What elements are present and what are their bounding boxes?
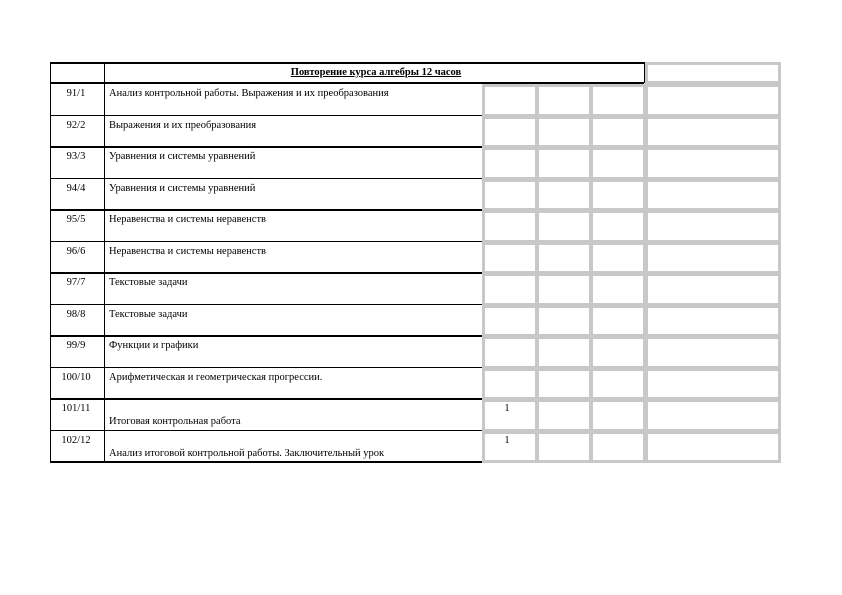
header-extra-cell <box>645 62 781 84</box>
row-border <box>50 115 482 117</box>
row-topic: Неравенства и системы неравенств <box>109 245 267 257</box>
cell-date-fact <box>590 431 646 464</box>
cell-notes <box>645 305 781 338</box>
row-number: 92/2 <box>66 119 86 131</box>
cell-hours <box>482 305 538 338</box>
row-number: 96/6 <box>66 245 86 257</box>
cell-date-plan <box>536 336 592 369</box>
cell-hours <box>482 210 538 243</box>
cell-hours <box>482 147 538 180</box>
cell-date-fact <box>590 273 646 306</box>
cell-hours <box>482 242 538 275</box>
cell-date-fact <box>590 336 646 369</box>
row-number: 98/8 <box>66 308 86 320</box>
cell-notes <box>645 399 781 432</box>
row-border <box>50 209 482 211</box>
row-border <box>50 272 482 274</box>
row-border <box>50 146 482 148</box>
row-number: 100/10 <box>61 371 91 383</box>
lesson-plan-table <box>50 62 782 462</box>
cell-date-plan <box>536 84 592 117</box>
cell-date-plan <box>536 399 592 432</box>
cell-date-fact <box>590 210 646 243</box>
cell-date-plan <box>536 179 592 212</box>
cell-hours <box>482 273 538 306</box>
row-topic: Функции и графики <box>109 340 199 351</box>
row-topic: Уравнения и системы уравнений <box>109 182 256 194</box>
cell-notes <box>645 336 781 369</box>
cell-notes <box>645 116 781 149</box>
row-topic: Анализ итоговой контрольной работы. Заключительный урок <box>109 447 385 459</box>
row-number: 91/1 <box>66 88 86 99</box>
cell-date-fact <box>590 116 646 149</box>
cell-notes <box>645 147 781 180</box>
row-border <box>50 367 482 369</box>
row-number: 101/11 <box>61 403 91 414</box>
cell-notes <box>645 273 781 306</box>
row-border <box>50 335 482 337</box>
cell-date-plan <box>536 368 592 401</box>
cell-date-fact <box>590 399 646 432</box>
cell-hours <box>482 368 538 401</box>
row-number: 94/4 <box>66 182 86 194</box>
row-border <box>50 241 482 243</box>
cell-date-fact <box>590 305 646 338</box>
table-top-border <box>50 62 644 64</box>
cell-date-plan <box>536 147 592 180</box>
cell-hours <box>482 116 538 149</box>
cell-hours <box>482 336 538 369</box>
cell-notes <box>645 210 781 243</box>
row-topic: Выражения и их преобразования <box>109 119 257 131</box>
row-number: 97/7 <box>66 277 86 288</box>
cell-date-plan <box>536 210 592 243</box>
row-border <box>50 398 482 400</box>
cell-hours <box>482 84 538 117</box>
row-number: 93/3 <box>66 151 86 162</box>
row-number: 95/5 <box>66 214 86 225</box>
row-border <box>50 430 482 432</box>
section-title: Повторение курса алгебры 12 часов <box>290 67 462 78</box>
header-bottom-border <box>50 82 644 84</box>
num-column-divider <box>104 62 105 462</box>
row-hours: 1 <box>504 434 510 446</box>
cell-notes <box>645 431 781 464</box>
row-topic: Текстовые задачи <box>109 308 188 320</box>
row-topic: Неравенства и системы неравенств <box>109 214 267 225</box>
row-topic: Арифметическая и геометрическая прогрессии. <box>109 371 323 383</box>
cell-notes <box>645 179 781 212</box>
row-topic: Анализ контрольной работы. Выражения и их преобразования <box>109 88 389 99</box>
cell-date-plan <box>536 242 592 275</box>
cell-hours <box>482 179 538 212</box>
row-border <box>50 304 482 306</box>
row-hours: 1 <box>504 403 510 414</box>
row-border <box>50 178 482 180</box>
row-number: 99/9 <box>66 340 86 351</box>
cell-date-fact <box>590 147 646 180</box>
row-border <box>50 461 482 463</box>
cell-date-fact <box>590 368 646 401</box>
row-topic: Уравнения и системы уравнений <box>109 151 256 162</box>
row-topic: Текстовые задачи <box>109 277 188 288</box>
cell-date-plan <box>536 116 592 149</box>
cell-notes <box>645 368 781 401</box>
cell-date-plan <box>536 273 592 306</box>
cell-date-fact <box>590 84 646 117</box>
cell-date-fact <box>590 179 646 212</box>
cell-notes <box>645 242 781 275</box>
row-number: 102/12 <box>61 434 91 446</box>
table-left-border <box>50 62 51 462</box>
cell-date-plan <box>536 305 592 338</box>
cell-notes <box>645 84 781 117</box>
row-topic: Итоговая контрольная работа <box>109 416 241 427</box>
cell-date-plan <box>536 431 592 464</box>
cell-date-fact <box>590 242 646 275</box>
